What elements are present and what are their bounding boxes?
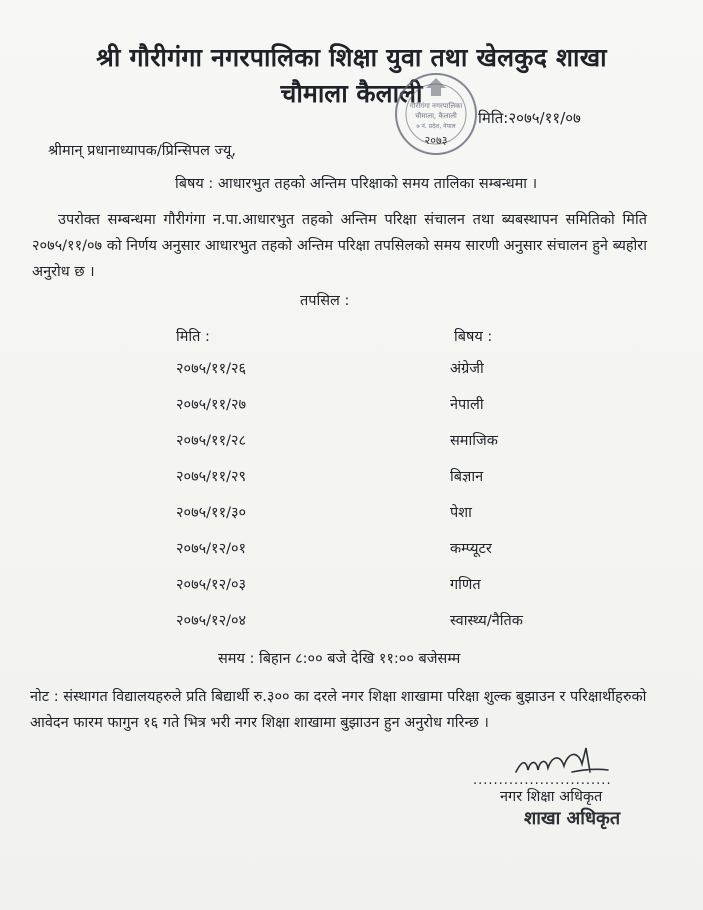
schedule-row — [0, 502, 703, 538]
letter-date: मिति:२०७५/११/०७ — [478, 109, 581, 127]
schedule-row — [0, 610, 703, 646]
schedule-date: २०७५/१२/०४ — [176, 613, 247, 629]
schedule-subject: अंग्रेजी — [450, 361, 484, 377]
office-name: श्री गौरीगंगा नगरपालिका शिक्षा युवा तथा खेलकुद शाखा — [96, 43, 607, 72]
signatory-title: नगर शिक्षा अधिकृत — [500, 789, 603, 805]
schedule-subject: स्वास्थ्य/नैतिक — [450, 613, 523, 629]
schedule-date: २०७५/११/२७ — [176, 397, 247, 413]
schedule-row — [0, 358, 703, 394]
office-seal-icon — [386, 66, 486, 166]
schedule-date: २०७५/११/२६ — [176, 361, 247, 377]
letter-note: नोट : संस्थागत विद्यालयहरुले प्रति बिद्यार्थी रु.३०० का दरले नगर शिक्षा शाखामा परिक्षा शुल्क बुझाउन र परिक्षार्थीहरुको आवेदन फारम फागुन १६ गते भित्र भरी नगर शिक्षा शाखामा बुझाउन हुन अनुरोध गरिन्छ । — [30, 689, 647, 731]
schedule-date: २०७५/११/२९ — [176, 469, 247, 485]
schedule-subject: समाजिक — [450, 433, 498, 449]
seal-text-low: ७ नं. प्रदेश, नेपाल — [416, 123, 456, 130]
schedule-date: २०७५/१२/०३ — [176, 577, 247, 593]
schedule-table — [0, 358, 703, 646]
signature-line: ........................... — [473, 773, 612, 788]
seal-text-top: गौरीगंगा नगरपालिका — [409, 102, 463, 110]
schedule-row — [0, 538, 703, 574]
letter-subject: बिषय : आधारभुत तहको अन्तिम परिक्षाको समय तालिका सम्बन्धमा । — [175, 176, 538, 192]
schedule-subject: कम्प्यूटर — [450, 541, 492, 557]
seal-text-mid: चौमाला, कैलाली — [415, 112, 457, 120]
letter-body: उपरोक्त सम्बन्धमा गौरीगंगा न.पा.आधारभुत तहको अन्तिम परिक्षा संचालन तथा ब्यबस्थापन समितिको मिति २०७५/११/०७ को निर्णय अनुसार आधारभुत तहको अन्तिम परिक्षा तपसिलको समय सारणी अनुसार संचालन हुने ब्यहोरा अनुरोध छ । — [32, 212, 647, 280]
exam-time: समय : बिहान ८:०० बजे देखि ११:०० बजेसम्म — [218, 651, 461, 667]
schedule-date: २०७५/११/२८ — [176, 433, 247, 449]
schedule-subject: पेशा — [450, 505, 472, 521]
schedule-subject: गणित — [450, 577, 481, 593]
schedule-date: २०७५/११/३० — [176, 505, 247, 521]
schedule-row — [0, 394, 703, 430]
addressee: श्रीमान् प्रधानाध्यापक/प्रिन्सिपल ज्यू, — [48, 143, 236, 159]
designation-stamp: शाखा अधिकृत — [524, 808, 621, 829]
schedule-heading: तपसिल : — [300, 293, 350, 309]
office-location: चौमाला कैलाली — [280, 79, 423, 108]
seal-year: २०७३ — [424, 134, 448, 147]
schedule-date: २०७५/१२/०१ — [176, 541, 247, 557]
schedule-date-header: मिति : — [176, 329, 210, 345]
schedule-row — [0, 466, 703, 502]
schedule-subject: नेपाली — [450, 397, 484, 413]
schedule-subject-header: बिषय : — [454, 329, 493, 345]
schedule-subject: बिज्ञान — [450, 469, 484, 485]
schedule-row — [0, 574, 703, 610]
schedule-row — [0, 430, 703, 466]
